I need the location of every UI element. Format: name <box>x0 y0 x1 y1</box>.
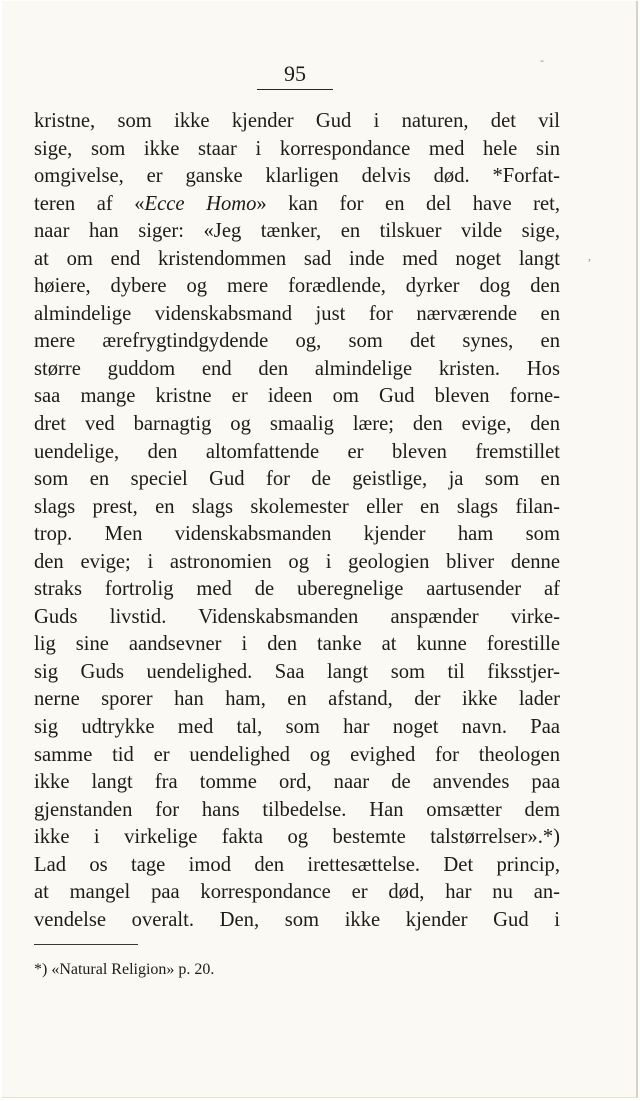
text-line: ikke langt fra tomme ord, naar de anvendes paa <box>34 771 560 794</box>
text-line: høiere, dybere og mere forædlende, dyrker dog den <box>34 275 560 298</box>
text-fragment: teren af « <box>34 192 145 215</box>
text-line: samme tid er uendelighed og evighed for theologen <box>34 743 560 766</box>
text-line: omgivelse, er ganske klarligen delvis død. *Forfat- <box>34 165 560 188</box>
book-title-italic: Ecce Homo <box>144 192 257 215</box>
page-number-rule <box>257 89 333 90</box>
text-line: straks fortrolig med de uberegnelige aartusender af <box>34 578 560 601</box>
text-line: som en speciel Gud for de geistlige, ja som en <box>34 468 560 491</box>
page-number: 95 <box>284 61 306 86</box>
text-line-with-title <box>34 191 560 219</box>
text-line: slags prest, en slags skolemester eller en slags filan- <box>34 495 560 518</box>
text-line: almindelige videnskabsmand just for nærværende en <box>34 302 560 325</box>
footnote: *) «Natural Religion» p. 20. <box>34 961 215 978</box>
text-line: gjenstanden for hans tilbedelse. Han omsætter dem <box>34 798 560 821</box>
text-line: uendelige, den altomfattende er bleven fremstillet <box>34 440 560 463</box>
text-line: dret ved barnagtig og smaalig lære; den evige, den <box>34 413 560 436</box>
text-line: sige, som ikke staar i korrespondance med hele sin <box>34 137 560 160</box>
text-line: Guds livstid. Videnskabsmanden anspænder virke- <box>34 605 560 628</box>
text-line: kristne, som ikke kjender Gud i naturen, det vil <box>34 110 560 132</box>
text-line: lig sine aandsevner i den tanke at kunne forestille <box>34 633 560 656</box>
text-line: vendelse overalt. Den, som ikke kjender Gud i <box>34 908 560 931</box>
book-page <box>2 1 638 1098</box>
text-line: naar han siger: «Jeg tænker, en tilskuer vilde sige, <box>34 220 560 243</box>
text-line: den evige; i astronomien og i geologien bliver denne <box>34 550 560 573</box>
text-line: Lad os tage imod den irettesættelse. Det princip, <box>34 853 560 876</box>
body-text <box>34 108 560 934</box>
footnote-rule <box>34 944 138 945</box>
text-line: sig udtrykke med tal, som har noget navn. Paa <box>34 716 560 739</box>
text-line: sig Guds uendelighed. Saa langt som til fiksstjer- <box>34 660 560 683</box>
text-line: mere ærefrygtindgydende og, som det synes, en <box>34 330 560 353</box>
text-line: at om end kristendommen sad inde med noget langt <box>34 247 560 270</box>
text-line: saa mange kristne er ideen om Gud bleven forne- <box>34 385 560 408</box>
text-fragment: » kan for en del have ret, <box>256 192 560 215</box>
paper-speck: , <box>588 249 591 263</box>
text-line: større guddom end den almindelige kristen. Hos <box>34 357 560 380</box>
text-line: trop. Men videnskabsmanden kjender ham som <box>34 523 560 546</box>
text-line: ikke i virkelige fakta og bestemte talstørrelser».*) <box>34 826 560 849</box>
paper-speck: - <box>540 53 544 67</box>
text-line: nerne sporer han ham, en afstand, der ikke lader <box>34 688 560 711</box>
text-line: at mangel paa korrespondance er død, har nu an- <box>34 881 560 904</box>
